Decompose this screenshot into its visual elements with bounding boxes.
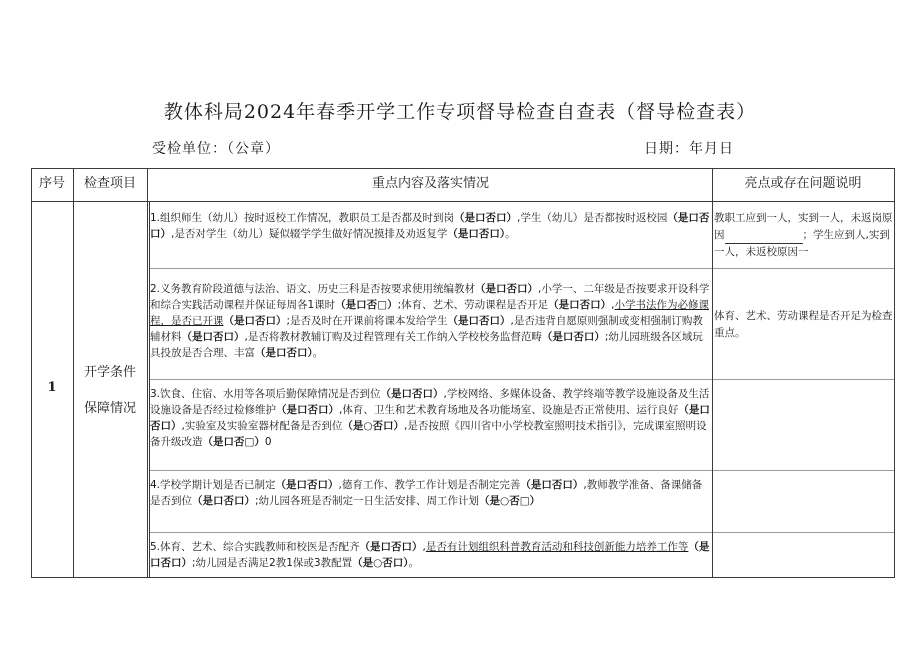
content-row-4 [150,477,712,509]
content-row-2-segment: （是口否口） [181,331,245,343]
content-row-2-segment: ;幼儿园班级各区域玩具投放是否合理、丰富 [150,331,703,359]
content-row-2-segment: （是口否口） [447,315,511,327]
content-row-4-segment: ,教师教学准备、备课储备是否到位 [150,479,703,507]
content-row-2-segment: , [611,299,615,311]
content-row-2-segment: （是口否口） [541,331,605,343]
note-row-1-part-2: ；学生应到人,实到一人，未返校原因一 [714,229,890,258]
content-row-5 [150,539,712,571]
content-row-3-segment: （是口否口） [276,404,339,416]
content-row-3-segment: ,体育、卫生和艺术教育场地及各功能场室、设施是否正常使用、运行良好 [339,404,679,416]
content-row-4-segment: （是○否□） [479,495,541,507]
content-row-5-segment: 5.体育、艺术、综合实践教师和校医是否配齐 [150,541,360,553]
content-row-2-segment: 2.义务教育阶段道德与法治、语文、历史三科是否按要求使用统编教材 [150,283,476,295]
content-row-1 [150,210,712,242]
content-row-3 [150,386,712,450]
content-row-2-segment: ,是否违背自愿原则强制或变相强制订购教辅材料 [150,315,703,343]
note-row-2: 体育、艺术、劳动课程是否开足为检查重点。 [714,310,893,339]
content-row-4-segment: ,德育工作、教学工作计划是否制定完善 [338,479,521,491]
content-row-5-segment: （是口否口） [359,541,423,553]
content-row-3-segment: （是口否口） [380,388,444,400]
header-no: 序号 [38,176,65,191]
content-row-3-segment: 0 [264,436,272,448]
header-notes: 亮点或存在问题说明 [744,176,862,191]
content-row-2-segment: ;体育、艺术、劳动课程是否开足 [397,299,549,311]
blank-reason-line [725,231,803,244]
category-line-2: 保障情况 [83,401,136,416]
content-row-4-segment: （是口否口） [520,479,584,491]
content-row-1-segment: 。 [505,228,516,240]
header-check-item: 检查项目 [83,176,136,191]
content-row-5-segment: 。 [408,557,420,569]
content-row-2-segment: （是口否□） [335,299,398,311]
document-title: 教体科局2024年春季开学工作专项督导检查自查表（督导检查表） [163,101,757,123]
content-row-2-segment: （是口否口） [255,347,313,359]
content-row-3-segment: ,实验室及实验室器材配备是否到位 [181,420,343,432]
content-row-5-segment: , [422,541,426,553]
content-row-2-segment: ,是否将教材教辅订购及过程管理有关工作纳入学校校务监督范畴 [244,331,542,343]
content-row-4-segment: （是口否口） [192,495,255,507]
content-row-3-segment: （是口否□） [202,436,265,448]
inspected-unit-label: 受检单位：（公章） [152,141,280,157]
content-row-2-segment: （是口否口） [548,299,612,311]
content-row-5-segment: 是否有计划组织科普教育活动和科技创新能力培养工作等 [425,541,689,553]
content-row-5-segment: （是○否口） [352,557,409,569]
content-row-1-segment: （是口否口） [150,212,710,240]
row-number: 1 [47,380,57,395]
content-row-2-segment: （是口否口） [475,283,539,295]
content-row-5-segment: ;幼儿园是否满足2教1保或3教配置 [192,557,353,569]
content-row-1-segment: ,是否对学生（幼儿）疑似辍学学生做好情况摸排及劝返复学 [171,228,448,240]
content-row-3-segment: 3.饮食、住宿、水用等各项后勤保障情况是否到位 [150,388,381,400]
content-row-1-segment: （是口否口） [447,228,506,240]
content-row-2-segment: 。 [312,347,324,359]
content-row-3-segment: ,学校网络、多媒体设备、教学终端等教学设施设备及生活设施设备是否经过检修维护 [150,388,710,416]
category-line-1: 开学条件 [83,365,136,380]
content-row-4-segment: ;幼儿园各班是否制定一日生活安排、周工作计划 [255,495,480,507]
content-row-2-segment: ;是否及时在开课前将课本发给学生 [286,315,448,327]
content-row-1-segment: （是口否口） [454,212,518,224]
content-row-2-segment: ,小学一、二年级是否按要求开设科学和综合实践活动课程并保证每周各1课时 [150,283,710,311]
content-row-4-segment: 4.学校学期计划是否已制定 [150,479,276,491]
content-row-1-segment: 1.组织师生（幼儿）按时返校工作情况，教职员工是否都及时到岗 [150,212,455,224]
content-row-2-segment: 小学书法作为必修课程，是否已开课 [150,299,709,327]
content-row-2 [150,281,712,361]
inspection-table [31,168,895,578]
header-key-content: 重点内容及落实情况 [371,176,489,191]
content-row-3-segment: （是口否口） [150,404,710,432]
content-row-3-segment: （是○否口） [342,420,405,432]
date-label: 日期：年月日 [644,141,734,157]
content-row-1-segment: ,学生（幼儿）是否都按时返校园 [517,212,668,224]
content-row-5-segment: （是口否口） [150,541,710,569]
note-row-1-part-1: 教职工应到一人，实到一人，未返岗原因 [714,212,893,241]
note-row-1 [714,210,894,261]
content-row-2-segment: （是口否口） [223,315,287,327]
content-row-3-segment: ,是否按照《四川省中小学校教室照明技术指引》，完成课室照明设备升级改造 [150,420,707,448]
content-row-4-segment: （是口否口） [275,479,339,491]
